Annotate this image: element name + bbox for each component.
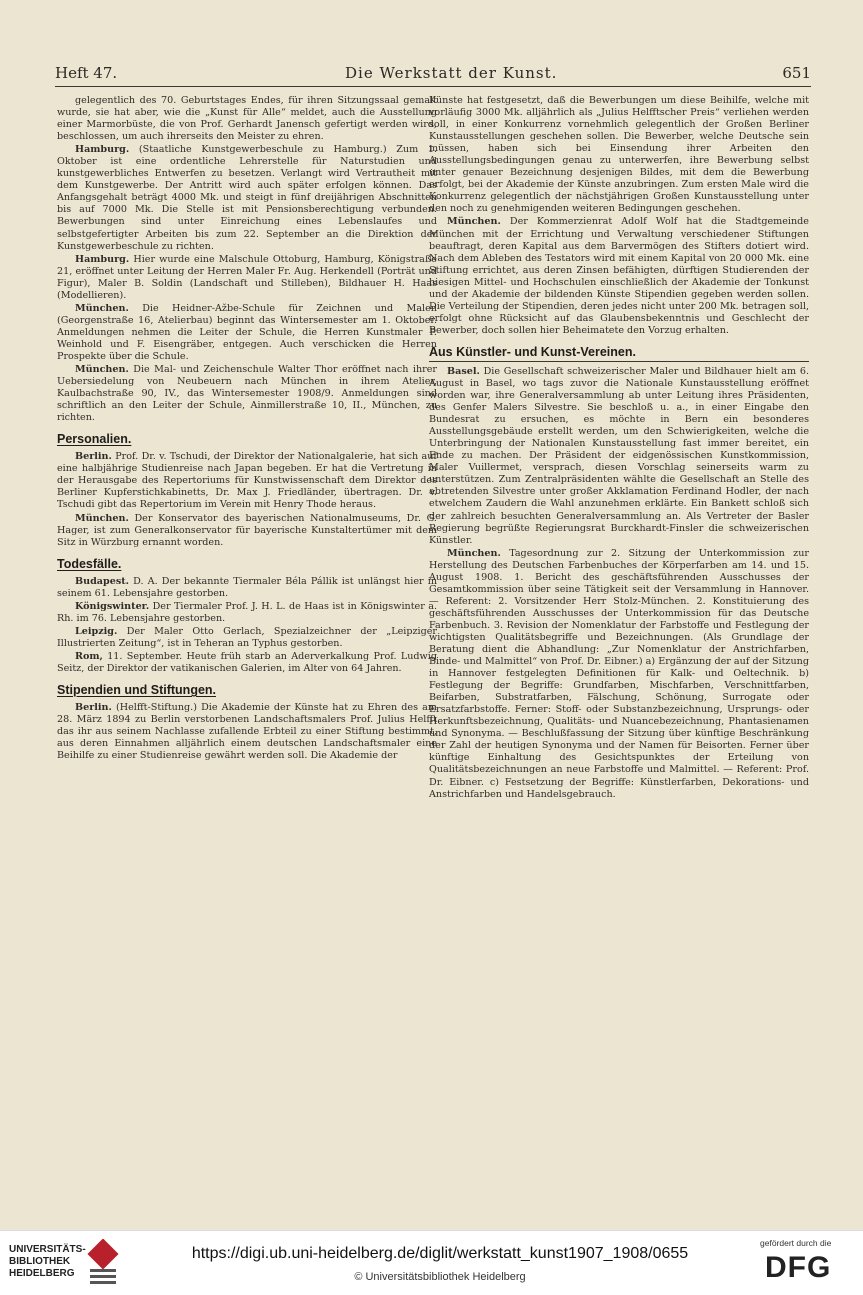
left-column bbox=[57, 95, 437, 763]
paragraph bbox=[57, 601, 437, 625]
page-number: 651 bbox=[782, 64, 811, 82]
city-name: Rom, bbox=[75, 650, 103, 662]
viewer-footer bbox=[0, 1230, 863, 1295]
journal-title: Die Werkstatt der Kunst. bbox=[345, 64, 558, 82]
paragraph bbox=[57, 626, 437, 650]
paragraph-text: Hier wurde eine Malschule Ottoburg, Hamburg, Königstraße 21, eröffnet unter Leitung der Herren Maler Fr. Aug. Herkendell (Porträt und Figur), Maler B. Soldin (Landschaft und Stilleben), Bildhauer H. Haas (Modellieren). bbox=[57, 253, 437, 301]
paragraph-text: D. A. Der bekannte Tiermaler Béla Pállik ist unlängst hier in seinem 61. Lebensjahre gestorben. bbox=[57, 575, 437, 599]
paragraph-text: Der Kommerzienrat Adolf Wolf hat die Stadtgemeinde München mit der Errichtung und Verwaltung verschiedener Stiftungen beauftragt, deren Kapital aus dem Barvermögen des Stifters dotiert wird. Nach dem Ableben des Testators wird mit einem Kapital von 20 000 Mk. eine Stiftung errichtet, aus deren Zinsen befähigten, dürftigen Studierenden der hiesigen Mittel- und Hochschulen einschließlich der Akademie der Tonkunst und der Akademie der bildenden Künste Stipendien gegeben werden sollen. Die Verteilung der Stipendien, deren jedes nicht unter 200 Mk. betragen soll, erfolgt ohne Rücksicht auf das Glaubensbekenntnis und Geschlecht der Bewerber, doch sollen hier Beheimatete den Vorzug erhalten. bbox=[429, 216, 809, 336]
copyright-notice: © Universitätsbibliothek Heidelberg bbox=[354, 1271, 526, 1283]
permalink-url[interactable]: https://digi.ub.uni-heidelberg.de/diglit/werkstatt_kunst1907_1908/0655 bbox=[191, 1245, 689, 1262]
paragraph-text: Die Mal- und Zeichenschule Walter Thor eröffnet nach ihrer Uebersiedelung von Neubeuern nach München in ihrem Atelier, Kaulbachstraße 90, IV., das Wintersemester 1908/9. Anmeldungen sind schriftlich an den Leiter der Schule, Ainmillerstraße 10, II., München, zu richten. bbox=[57, 364, 437, 424]
city-name: Hamburg. bbox=[75, 144, 130, 156]
dfg-logo: DFG bbox=[765, 1251, 832, 1284]
city-name: Berlin. bbox=[75, 451, 112, 463]
paragraph bbox=[57, 303, 437, 363]
city-name: München. bbox=[447, 216, 501, 228]
paragraph-text: (Staatliche Kunstgewerbeschule zu Hamburg.) Zum 1. Oktober ist eine ordentliche Lehrerstelle für Naturstudien und kunstgewerbliches Entwerfen zu besetzen. Verlangt wird Vertrautheit mit dem Kunstgewerbe. Der Antritt wird auch später erfolgen können. Das Anfangsgehalt beträgt 4000 Mk. und steigt in fünf dreijährigen Abschnitten bis auf 7000 Mk. Die Stelle ist mit Pensionsberechtigung verbunden. Bewerbungen sind unter Einreichung eines Lebenslaufes und selbstgefertigter Arbeiten bis zum 22. September an die Direktion der Kunstgewerbeschule zu richten. bbox=[57, 144, 437, 252]
city-name: Leipzig. bbox=[75, 625, 118, 637]
section-heading-todesfaelle: Todesfälle. bbox=[57, 556, 122, 571]
issue-number: Heft 47. bbox=[55, 64, 118, 82]
paragraph bbox=[57, 513, 437, 549]
city-name: Königswinter. bbox=[75, 600, 150, 612]
paragraph bbox=[57, 651, 437, 675]
paragraph bbox=[57, 576, 437, 600]
paragraph bbox=[57, 144, 437, 252]
right-column bbox=[429, 95, 809, 802]
paragraph-text: Der Tiermaler Prof. J. H. L. de Haas ist in Königswinter a. Rh. im 76. Lebensjahre gestorben. bbox=[57, 600, 437, 624]
city-name: München. bbox=[75, 364, 129, 376]
paragraph: gelegentlich des 70. Geburtstages Endes, für ihren Sitzungssaal gemalt wurde, sie hat aber, wie die „Kunst für Alle“ meldet, auch die Ausstellung einer Marmorbüste, die von Prof. Gerhardt Janensch gefertigt werden wird, beschlossen, um auch ihrerseits den Meister zu ehren. bbox=[57, 95, 437, 143]
paragraph-text: (Helfft-Stiftung.) Die Akademie der Künste hat zu Ehren des am 28. März 1894 zu Berlin verstorbenen Landschaftsmalers Prof. Julius Helfft das ihr aus seinem Nachlasse zufallende Erbteil zu einer Stiftung bestimmt, aus deren Einnahmen alljährlich einem deutschen Landschaftsmaler eine Beihilfe zu einer Studienreise gewährt werden soll. Die Akademie der bbox=[57, 702, 437, 762]
paragraph bbox=[57, 254, 437, 302]
paragraph-text: Tagesordnung zur 2. Sitzung der Unterkommission zur Herstellung des Deutschen Farbenbuches der Körperfarben am 14. und 15. August 1908. 1. Bericht des geschäftsführenden Ausschusses der Gesamtkommission über seine Tätigkeit seit der Versammlung in Hannover. — Referent: 2. Vorsitzender Herr Stolz-München. 2. Konstituierung des geschäftsführenden Ausschusses der Unterkommission für das Deutsche Farbenbuch. 3. Revision der Nomenklatur der Farbstoffe und Festlegung der wichtigsten Qualitätsbegriffe und Bezeichnungen. (Als Grundlage der Beratung dient die Abhandlung: „Zur Nomenklatur der Anstrichfarben, Binde- und Malmittel“ von Prof. Dr. Eibner.) a) Ergänzung der auf der Sitzung in Hannover festgelegten Definitionen für Kalk- und Oeltechnik. b) Festlegung der Begriffe: Grundfarben, Mischfarben, Verschnittfarben, Beifarben, Substratfarben, Fälschung, Schönung, Surrogate oder Ersatzfarbstoffe. Ferner: Stoff- oder Substanzbezeichnung, Ursprungs- oder Herkunftsbezeichnung, Qualitäts- und Nuancebezeichnung, Phantasienamen und Synonyma. — Beschlußfassung der Sitzung über künftige Beschränkung der Zahl der heutigen Synonyma und der Namen für Beisorten. Ferner über künftige Einhaltung des Gesichtspunktes der Erteilung von Qualitätsbezeichnungen an neue Farbstoffe und Malmittel. — Referent: Prof. Dr. Eibner. c) Festsetzung der Begriffe: Künstlerfarben, Dekorations- und Anstrichfarben und Handelsgebrauch. bbox=[429, 547, 809, 800]
city-name: München. bbox=[447, 547, 501, 559]
paragraph bbox=[429, 216, 809, 336]
city-name: München. bbox=[75, 512, 129, 524]
paragraph-text: Prof. Dr. v. Tschudi, der Direktor der Nationalgalerie, hat sich auf eine halbjährige Studienreise nach Japan begeben. Er hat die Vertretung in der Herausgabe des Repertoriums für Kunstwissenschaft dem Direktor des Berliner Kupferstichkabinetts, Dr. Max J. Friedländer, übertragen. Dr. v. Tschudi gibt das Repertorium im Verein mit Henry Thode heraus. bbox=[57, 451, 437, 511]
running-header bbox=[55, 60, 811, 87]
section-heading-personalien: Personalien. bbox=[57, 432, 132, 447]
paragraph bbox=[57, 364, 437, 424]
section-heading-stipendien: Stipendien und Stiftungen. bbox=[57, 683, 217, 698]
paragraph-text: Der Konservator des bayerischen Nationalmuseums, Dr. G. Hager, ist zum Generalkonservator für bayerische Kunstaltertümer mit dem Sitz in Würzburg ernannt worden. bbox=[57, 512, 437, 548]
paragraph-text: Die Gesellschaft schweizerischer Maler und Bildhauer hielt am 6. August in Basel, wo tags zuvor die Nationale Kunstausstellung eröffnet worden war, ihre Generalversammlung ab unter Leitung ihres Präsidenten, des Genfer Malers Silvestre. Sie beschloß u. a., in einer Eingabe den Bundesrat zu ersuchen, es möchte in Bern ein besonderes Ausstellungsgebäude erstellt werden, um den Schwierigkeiten, welche die Unterbringung der Nationalen Kunstausstellung fast immer bereitet, ein Ende zu machen. Der Präsident der eidgenössischen Kunstkommission, Maler Vuillermet, versprach, diesen Vorschlag seinerseits warm zu unterstützen. Zum Zentralpräsidenten wählte die Gesellschaft an Stelle des abtretenden Silvestre unter großer Akklamation Ferdinand Hodler, der nach etwelchem Zaudern die Wahl anzunehmen erklärte. Ein Bankett schloß sich der zahlreich besuchten Generalversammlung an. Als Vertreter der Basler Regierung begrüßte Regierungsrat Burckhardt-Finsler die schweizerischen Künstler. bbox=[429, 365, 809, 546]
paragraph bbox=[57, 451, 437, 511]
city-name: Hamburg. bbox=[75, 253, 130, 265]
city-name: Berlin. bbox=[75, 702, 112, 714]
paragraph-text: 11. September. Heute früh starb an Aderverkalkung Prof. Ludwig Seitz, der Direktor der vatikanischen Galerien, im Alter von 64 Jahren. bbox=[57, 650, 437, 674]
city-name: Basel. bbox=[447, 365, 480, 377]
paragraph bbox=[429, 366, 809, 547]
city-name: Budapest. bbox=[75, 575, 129, 587]
city-name: München. bbox=[75, 302, 129, 314]
library-logo-icon bbox=[86, 1239, 120, 1285]
library-name: UNIVERSITÄTS- BIBLIOTHEK HEIDELBERG bbox=[9, 1244, 86, 1279]
paragraph bbox=[57, 702, 437, 762]
paragraph-text: Der Maler Otto Gerlach, Spezialzeichner der „Leipziger Illustrierten Zeitung“, ist in Teheran an Typhus gestorben. bbox=[57, 625, 437, 649]
paragraph bbox=[429, 548, 809, 801]
section-heading-vereine: Aus Künstler- und Kunst-Vereinen. bbox=[429, 344, 809, 362]
sponsor-caption: gefördert durch die bbox=[760, 1238, 832, 1248]
paragraph-text: Die Heidner-Ažbe-Schule für Zeichnen und Malen (Georgenstraße 16, Atelierbau) beginnt das Wintersemester am 1. Oktober. Anmeldungen nehmen die Leiter der Schule, die Herren Kunstmaler P. Weinhold und F. Eisengräber, entgegen. Auch verschicken die Herren Prospekte über die Schule. bbox=[57, 302, 437, 362]
paragraph: Künste hat festgesetzt, daß die Bewerbungen um diese Beihilfe, welche mit vorläufig 3000 Mk. alljährlich als „Julius Helfftscher Preis“ verliehen werden soll, in einer Konkurrenz vornehmlich gelegentlich der Großen Berliner Kunstausstellungen geschehen sollen. Die Bewerber, welche Deutsche sein müssen, haben sich bei Einsendung ihrer Arbeiten den Ausstellungsbedingungen genau zu unterwerfen, ihre Bewerbung selbst unter genauer Bezeichnung desjenigen Bildes, mit dem die Bewerbung erfolgt, bei der Akademie der Künste anzubringen. Zum ersten Male wird die Konkurrenz gelegentlich der nächstjährigen Großen Kunstausstellung unter den noch zu genehmigenden weiteren Bedingungen geschehen. bbox=[429, 95, 809, 215]
